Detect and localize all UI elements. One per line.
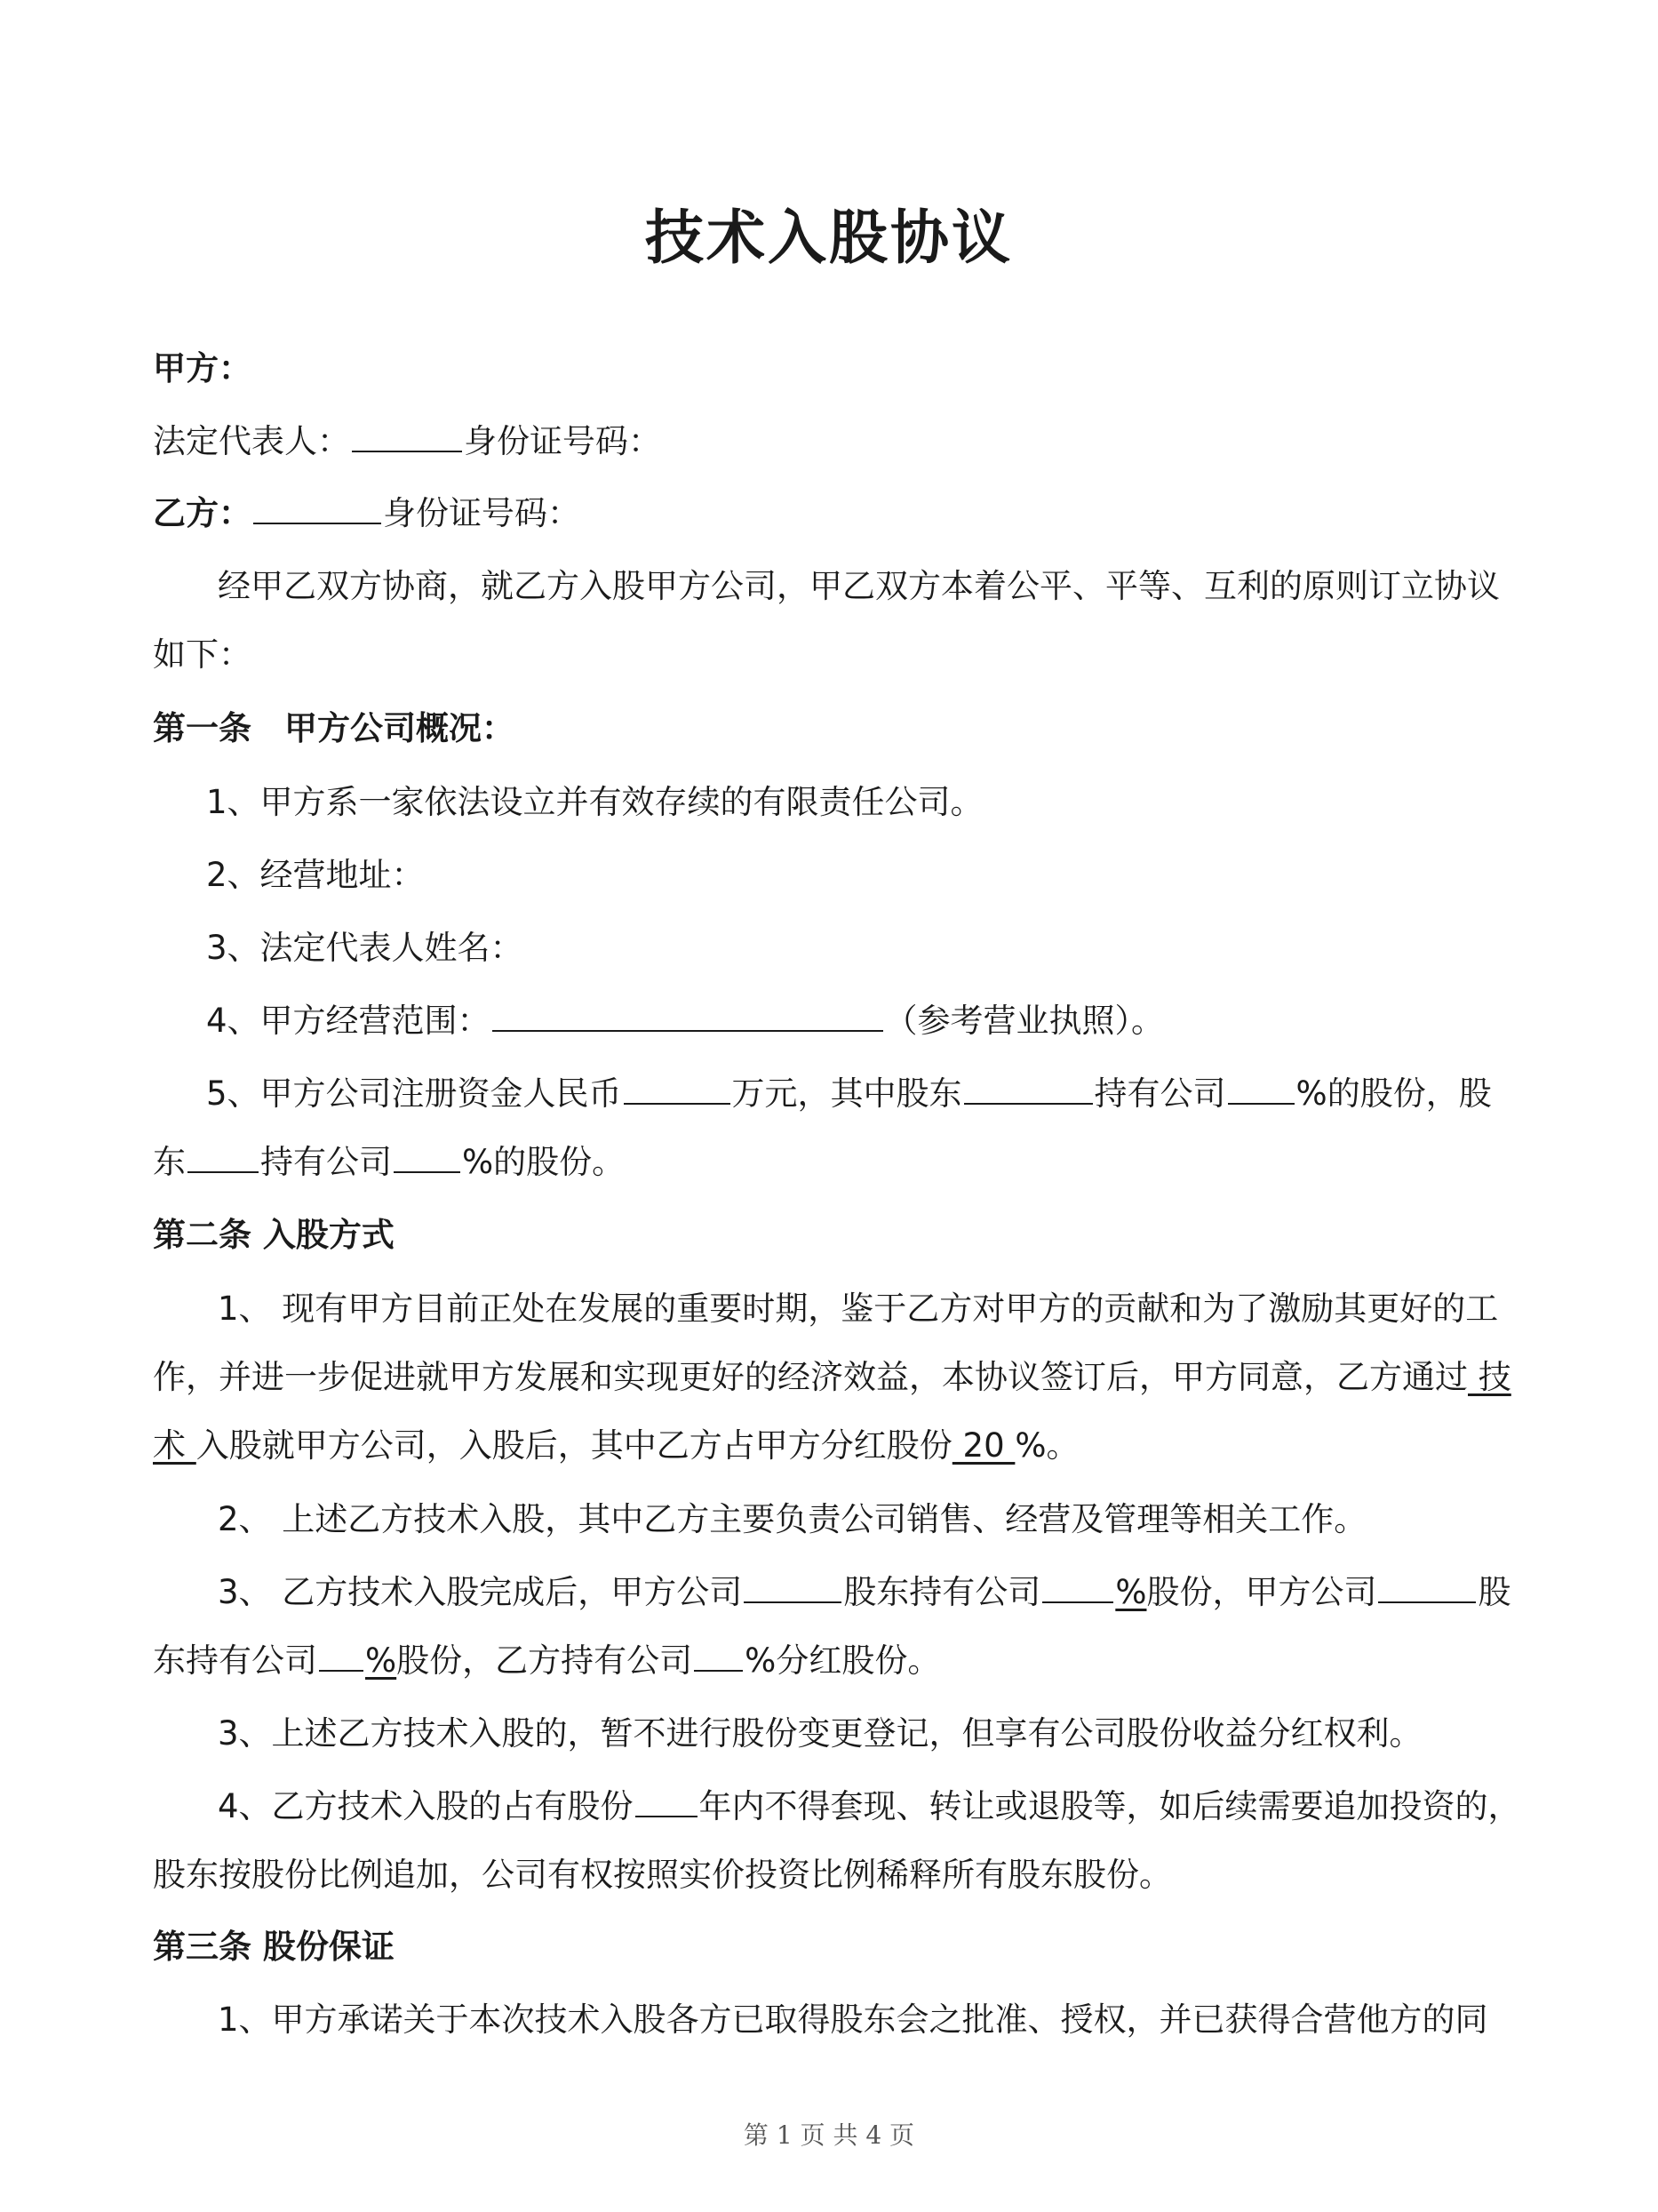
capital-blank — [624, 1073, 730, 1105]
shareholder-2-prefix: 东 — [153, 1143, 186, 1181]
shareholder-label: 万元，其中股东 — [731, 1074, 962, 1113]
business-scope-label: 4、甲方经营范围： — [206, 1002, 490, 1040]
company-shareholder-1-blank — [744, 1571, 841, 1603]
dividend-share-text: 入股就甲方公司，入股后，其中乙方占甲方分红股份 — [195, 1426, 953, 1465]
article-3-item-1: 1、甲方承诺关于本次技术入股各方已取得股东会之批准、授权，并已获得合营他方的同 — [218, 2000, 1488, 2039]
method-tech-part-1: 技 — [1468, 1358, 1511, 1396]
article-2-heading: 第二条 入股方式 — [153, 1216, 395, 1254]
article-1-item-1: 1、甲方系一家依法设立并有效存续的有限责任公司。 — [206, 783, 984, 821]
business-scope-note: （参考营业执照）。 — [884, 1002, 1165, 1040]
item-3-text-f: 股份，乙方持有公司 — [396, 1641, 693, 1680]
page-number: 第 1 页 共 4 页 — [743, 2120, 915, 2150]
article-2-item-2: 2、 上述乙方技术入股，其中乙方主要负责公司销售、经营及管理等相关工作。 — [218, 1500, 1367, 1538]
item-3-text-e: 东持有公司 — [153, 1641, 317, 1680]
preamble-line-2: 如下： — [153, 635, 251, 674]
article-2-item-3-line-1 — [218, 1570, 1511, 1615]
article-1-item-5-line-1 — [206, 1072, 1492, 1116]
legal-rep-label: 法定代表人： — [153, 422, 350, 460]
article-1-item-4 — [206, 999, 1164, 1043]
article-2-item-1-text: 作，并进一步促进就甲方发展和实现更好的经济效益，本协议签订后，甲方同意，乙方通过 — [153, 1358, 1468, 1396]
shareholder-2-percent-blank — [394, 1141, 460, 1173]
preamble-line-1: 经甲乙双方协商，就乙方入股甲方公司，甲乙双方本着公平、平等、互利的原则订立协议 — [218, 567, 1500, 605]
legal-rep-blank — [352, 420, 462, 452]
holds-label-2: 持有公司 — [260, 1143, 392, 1181]
article-1-item-2: 2、经营地址： — [206, 856, 425, 894]
company-shareholder-2-percent-blank — [319, 1640, 363, 1672]
article-2-item-1-line-3 — [153, 1424, 1080, 1468]
company-shareholder-2-blank — [1378, 1571, 1476, 1603]
item-3-text-d: 股 — [1478, 1573, 1511, 1611]
shareholder-1-blank — [964, 1073, 1093, 1105]
company-shareholder-1-percent-blank — [1042, 1571, 1113, 1603]
article-2-item-5-line-1 — [218, 1785, 1521, 1829]
article-1-item-3: 3、法定代表人姓名： — [206, 929, 523, 967]
percent-sign: %。 — [1015, 1426, 1080, 1465]
article-2-item-1-line-1: 1、 现有甲方目前正处在发展的重要时期，鉴于乙方对甲方的贡献和为了激励其更好的工 — [218, 1290, 1499, 1328]
item-3-text-b: 股东持有公司 — [843, 1573, 1041, 1611]
document-title: 技术入股协议 — [645, 204, 1013, 272]
method-tech-part-2: 术 — [153, 1426, 196, 1465]
party-a-id-label: 身份证号码： — [464, 422, 661, 460]
party-b-name-blank — [253, 492, 381, 524]
holds-label: 持有公司 — [1094, 1074, 1226, 1113]
dividend-percent-value: 20 — [952, 1426, 1016, 1465]
item-3-text-a: 3、 乙方技术入股完成后，甲方公司 — [218, 1573, 743, 1611]
party-b-dividend-blank — [694, 1640, 743, 1672]
item-3-text-c: 股份，甲方公司 — [1146, 1573, 1377, 1611]
shares-label-2: %的股份。 — [462, 1143, 626, 1181]
party-a-label: 甲方： — [153, 349, 251, 387]
article-3-heading: 第三条 股份保证 — [153, 1928, 395, 1966]
capital-label: 5、甲方公司注册资金人民币 — [206, 1074, 622, 1113]
party-a-legal-rep-line — [153, 419, 661, 464]
percent-sign-2: % — [365, 1641, 397, 1680]
item-3-text-g: %分红股份。 — [745, 1641, 941, 1680]
shareholder-1-percent-blank — [1228, 1073, 1295, 1105]
shareholder-2-blank — [187, 1141, 259, 1173]
business-scope-blank — [492, 1000, 883, 1032]
article-2-item-1-line-2 — [153, 1355, 1511, 1400]
article-2-item-5-line-2: 股东按股份比例追加，公司有权按照实价投资比例稀释所有股东股份。 — [153, 1856, 1172, 1894]
article-2-item-4: 3、上述乙方技术入股的，暂不进行股份变更登记，但享有公司股份收益分红权利。 — [218, 1714, 1423, 1753]
party-b-id-label: 身份证号码： — [383, 494, 580, 532]
article-1-heading: 第一条 甲方公司概况： — [153, 709, 514, 747]
article-2-item-3-line-2 — [153, 1639, 940, 1683]
party-b-line — [153, 491, 580, 536]
percent-sign-1: % — [1115, 1573, 1147, 1611]
lock-period-label: 4、乙方技术入股的占有股份 — [218, 1787, 634, 1825]
shares-label: %的股份，股 — [1295, 1074, 1492, 1113]
party-b-label: 乙方： — [153, 494, 251, 532]
lock-period-text: 年内不得套现、转让或退股等，如后续需要追加投资的， — [698, 1787, 1521, 1825]
lock-period-blank — [635, 1785, 697, 1817]
article-1-item-5-line-2 — [153, 1140, 625, 1185]
